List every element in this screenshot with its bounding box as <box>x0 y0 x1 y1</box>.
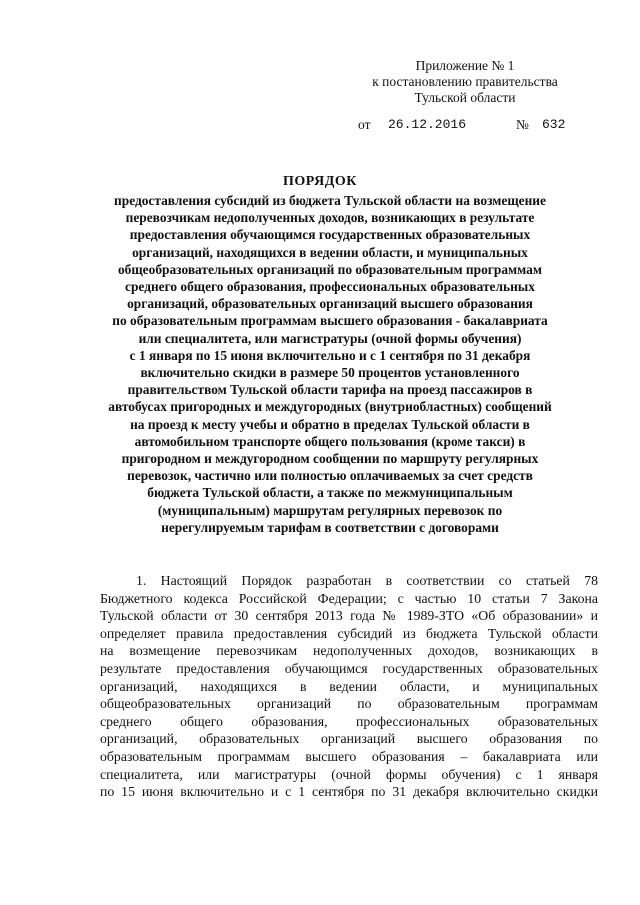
resolution-reference <box>358 117 566 133</box>
subtitle-line: бюджета Тульской области, а также по межмуниципальным <box>147 485 513 501</box>
paragraph-line: специалитета, или магистратуры (очной формы обучения) с 1 января <box>100 766 598 782</box>
paragraph-line: организаций, находящихся в ведении области, и муниципальных <box>100 678 598 694</box>
date-label: от <box>358 117 371 132</box>
paragraph-line: на возмещение перевозчикам недополученных доходов, возникающих в <box>100 643 598 659</box>
subtitle-line: на проезд к месту учебы и обратно в пределах Тульской области в <box>130 416 530 432</box>
paragraph-line: среднего общего образования, профессиональных образовательных <box>100 713 598 729</box>
document-subtitle <box>60 192 600 536</box>
subtitle-line: пригородном и междугородном сообщении по маршруту регулярных <box>121 451 539 467</box>
subtitle-line: предоставления субсидий из бюджета Тульской области на возмещение <box>114 193 546 208</box>
paragraph-line: по 15 июня включительно и с 1 сентября по 31 декабря включительно скидки <box>100 784 598 800</box>
subtitle-line: правительством Тульской области тарифа на проезд пассажиров в <box>127 382 533 398</box>
subtitle-line: автобусах пригородных и междугородных (внутриобластных) сообщений <box>108 399 552 415</box>
appendix-line-3: Тульской области <box>414 90 516 105</box>
subtitle-line: организаций, образовательных организаций высшего образования <box>127 296 533 312</box>
paragraph-line: организаций, образовательных организаций высшего образования по <box>100 731 598 747</box>
document-title: ПОРЯДОК <box>283 174 357 189</box>
subtitle-line: перевозчикам недополученных доходов, возникающих в результате <box>125 210 535 226</box>
paragraph-line: образовательным программам высшего образования – бакалавриата или <box>100 748 598 764</box>
subtitle-line: предоставления обучающимся государственных образовательных <box>129 227 531 243</box>
paragraph-line: Тульской области от 30 сентября 2013 года № 1989-ЗТО «Об образовании» и <box>100 608 598 624</box>
paragraph-line: определяет правила предоставления субсидий из бюджета Тульской области <box>100 625 598 641</box>
paragraph-line: 1. Настоящий Порядок разработан в соответствии со статьей 78 <box>136 573 598 588</box>
subtitle-line: среднего общего образования, профессиональных образовательных <box>125 279 535 295</box>
appendix-header <box>340 58 590 106</box>
paragraph-line: общеобразовательных организаций по образовательным программам <box>100 696 598 712</box>
subtitle-line: общеобразовательных организаций по образовательным программам <box>117 261 542 277</box>
document-body <box>100 572 598 801</box>
subtitle-line: или специалитета, или магистратуры (очной формы обучения) <box>138 330 522 346</box>
subtitle-line: нерегулируемым тарифам в соответствии с договорами <box>161 519 499 535</box>
subtitle-line: (муниципальным) маршрутам регулярных перевозок по <box>157 502 503 518</box>
resolution-number: 632 <box>542 117 566 132</box>
subtitle-line: организаций, находящихся в ведении области, и муниципальных <box>132 244 528 260</box>
subtitle-line: перевозок, частично или полностью оплачиваемых за счет средств <box>127 468 533 484</box>
appendix-line-2: к постановлению правительства <box>372 74 558 89</box>
paragraph-line: Бюджетного кодекса Российской Федерации; с частью 10 статьи 7 Закона <box>100 590 598 606</box>
appendix-line-1: Приложение № 1 <box>415 58 515 73</box>
paragraph-line: результате предоставления обучающимся государственных образовательных <box>100 660 598 676</box>
subtitle-line: включительно скидки в размере 50 процентов установленного <box>140 365 520 381</box>
subtitle-line: автомобильном транспорте общего пользования (кроме такси) в <box>134 433 526 449</box>
number-label: № <box>516 117 529 132</box>
subtitle-line: по образовательным программам высшего образования - бакалавриата <box>112 313 548 329</box>
resolution-date: 26.12.2016 <box>388 117 467 132</box>
subtitle-line: с 1 января по 15 июня включительно и с 1 сентября по 31 декабря <box>129 347 531 363</box>
